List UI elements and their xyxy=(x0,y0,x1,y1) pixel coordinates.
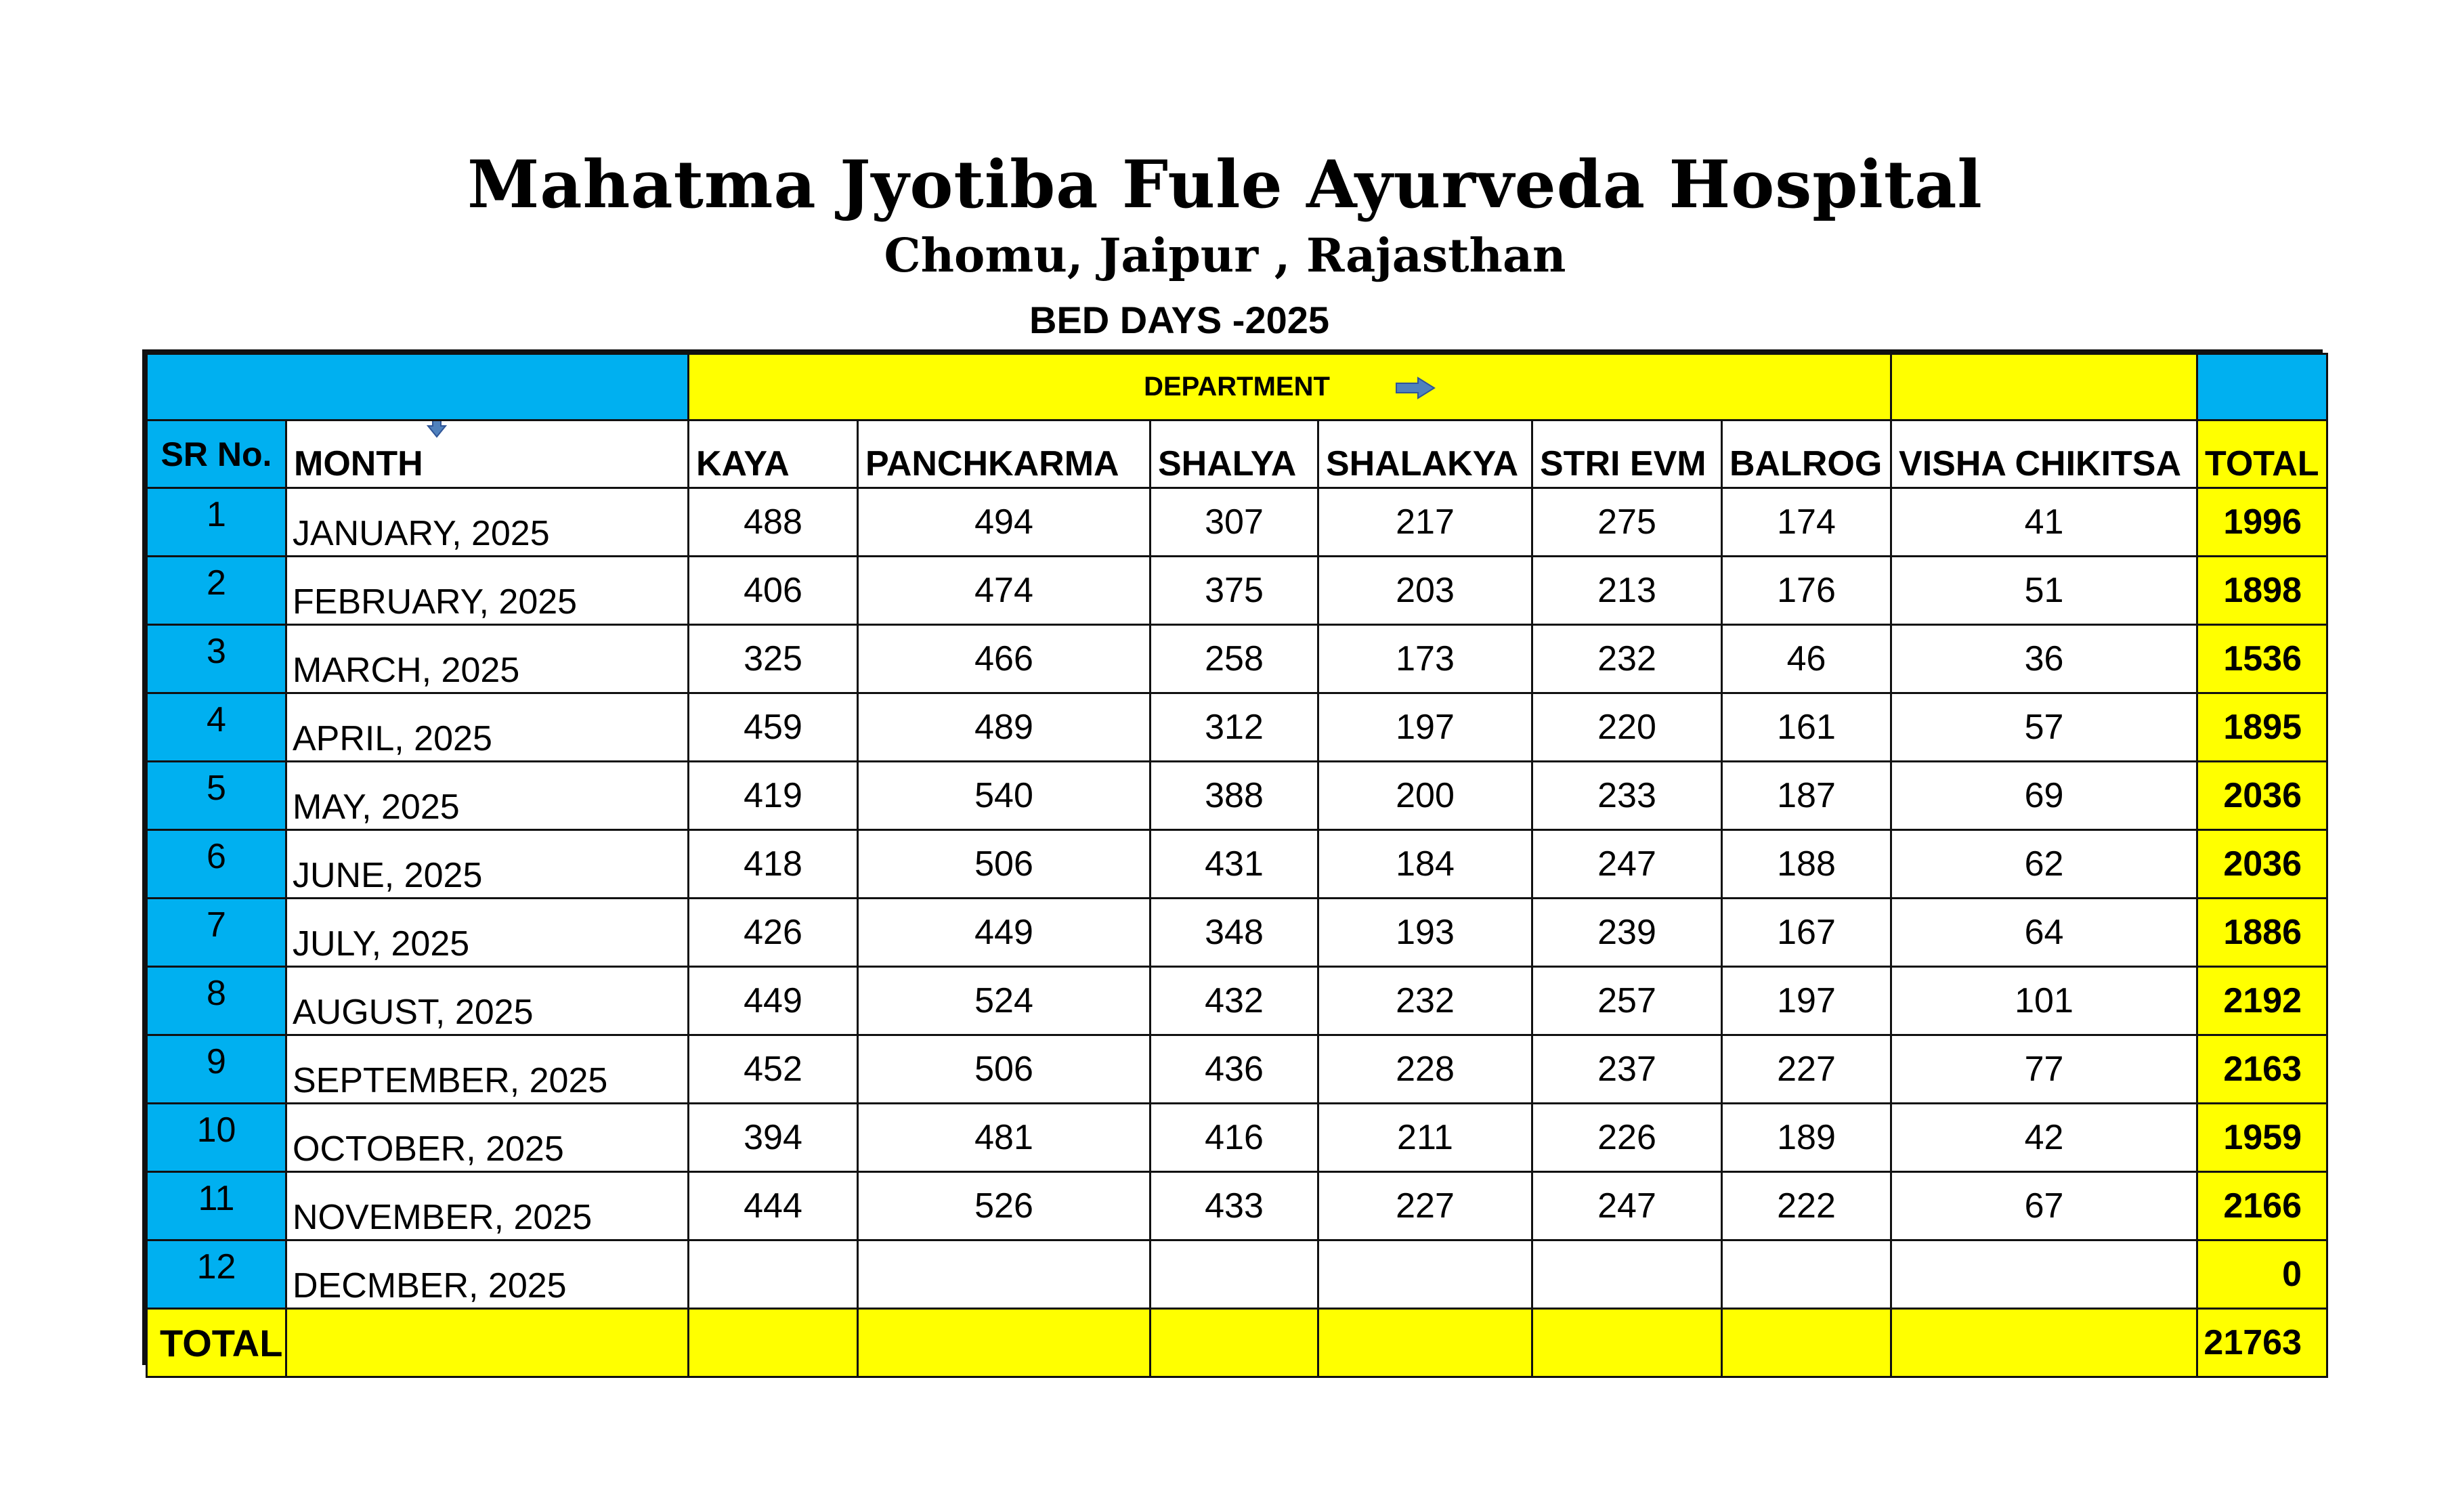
shalakya-cell: 217 xyxy=(1318,488,1532,557)
table-row xyxy=(147,1104,2327,1172)
kaya-cell: 325 xyxy=(689,625,858,693)
stri-evm-cell: 247 xyxy=(1532,830,1722,899)
kaya-cell: 419 xyxy=(689,762,858,830)
col-panchkarma: PANCHKARMA xyxy=(858,420,1151,488)
table-row xyxy=(147,1172,2327,1240)
sr-cell: 9 xyxy=(147,1035,286,1104)
shalya-cell: 433 xyxy=(1151,1172,1318,1240)
shalakya-cell: 200 xyxy=(1318,762,1532,830)
total-row-empty-cell xyxy=(1318,1309,1532,1377)
sr-cell: 11 xyxy=(147,1172,286,1240)
sr-cell: 1 xyxy=(147,488,286,557)
stri-evm-cell xyxy=(1532,1240,1722,1309)
bed-days-table xyxy=(146,353,2328,1378)
column-header-row xyxy=(147,420,2327,488)
kaya-cell: 426 xyxy=(689,899,858,967)
visha-cell: 51 xyxy=(1891,557,2197,625)
row-total-cell: 2036 xyxy=(2197,830,2327,899)
balrog-cell xyxy=(1722,1240,1891,1309)
panchkarma-cell: 489 xyxy=(858,693,1151,762)
col-shalya: SHALYA xyxy=(1151,420,1318,488)
panchkarma-cell: 481 xyxy=(858,1104,1151,1172)
visha-cell xyxy=(1891,1240,2197,1309)
balrog-cell: 174 xyxy=(1722,488,1891,557)
shalakya-cell: 193 xyxy=(1318,899,1532,967)
month-cell: APRIL, 2025 xyxy=(286,693,689,762)
shalakya-cell: 203 xyxy=(1318,557,1532,625)
shalya-cell: 307 xyxy=(1151,488,1318,557)
hospital-location: Chomu, Jaipur , Rajasthan xyxy=(884,229,1566,283)
visha-cell: 64 xyxy=(1891,899,2197,967)
month-cell: JANUARY, 2025 xyxy=(286,488,689,557)
col-month-label: MONTH xyxy=(294,444,423,483)
visha-cell: 101 xyxy=(1891,967,2197,1035)
shalya-cell: 436 xyxy=(1151,1035,1318,1104)
row-total-cell: 0 xyxy=(2197,1240,2327,1309)
shalya-cell: 258 xyxy=(1151,625,1318,693)
sr-cell: 3 xyxy=(147,625,286,693)
stri-evm-cell: 233 xyxy=(1532,762,1722,830)
report-title: BED DAYS -2025 xyxy=(1029,299,1330,341)
table-row xyxy=(147,557,2327,625)
stri-evm-cell: 275 xyxy=(1532,488,1722,557)
shalya-cell: 312 xyxy=(1151,693,1318,762)
sr-cell: 6 xyxy=(147,830,286,899)
grand-total-cell: 21763 xyxy=(2197,1309,2327,1377)
blank-header-cell xyxy=(147,354,689,420)
arrow-right-icon xyxy=(1395,376,1436,399)
visha-cell: 62 xyxy=(1891,830,2197,899)
visha-cell: 41 xyxy=(1891,488,2197,557)
total-row-empty-cell xyxy=(286,1309,689,1377)
table-row xyxy=(147,762,2327,830)
row-total-cell: 2166 xyxy=(2197,1172,2327,1240)
total-row-empty-cell xyxy=(1151,1309,1318,1377)
balrog-cell: 227 xyxy=(1722,1035,1891,1104)
balrog-cell: 222 xyxy=(1722,1172,1891,1240)
row-total-cell: 1898 xyxy=(2197,557,2327,625)
col-total: TOTAL xyxy=(2197,420,2327,488)
table-row xyxy=(147,625,2327,693)
month-cell: MAY, 2025 xyxy=(286,762,689,830)
stri-evm-cell: 237 xyxy=(1532,1035,1722,1104)
shalya-cell: 388 xyxy=(1151,762,1318,830)
total-row-empty-cell xyxy=(1532,1309,1722,1377)
sr-cell: 2 xyxy=(147,557,286,625)
bed-days-sheet xyxy=(142,349,2323,1365)
shalya-cell: 432 xyxy=(1151,967,1318,1035)
visha-cell: 67 xyxy=(1891,1172,2197,1240)
kaya-cell xyxy=(689,1240,858,1309)
shalya-cell: 348 xyxy=(1151,899,1318,967)
visha-cell: 69 xyxy=(1891,762,2197,830)
shalakya-cell xyxy=(1318,1240,1532,1309)
stri-evm-cell: 247 xyxy=(1532,1172,1722,1240)
month-cell: MARCH, 2025 xyxy=(286,625,689,693)
table-row xyxy=(147,693,2327,762)
shalakya-cell: 227 xyxy=(1318,1172,1532,1240)
stri-evm-cell: 226 xyxy=(1532,1104,1722,1172)
balrog-cell: 187 xyxy=(1722,762,1891,830)
panchkarma-cell: 526 xyxy=(858,1172,1151,1240)
col-kaya: KAYA xyxy=(689,420,858,488)
month-cell: SEPTEMBER, 2025 xyxy=(286,1035,689,1104)
panchkarma-cell: 506 xyxy=(858,830,1151,899)
stri-evm-cell: 213 xyxy=(1532,557,1722,625)
panchkarma-cell: 524 xyxy=(858,967,1151,1035)
shalya-cell xyxy=(1151,1240,1318,1309)
sr-cell: 12 xyxy=(147,1240,286,1309)
balrog-cell: 167 xyxy=(1722,899,1891,967)
shalya-cell: 431 xyxy=(1151,830,1318,899)
balrog-cell: 46 xyxy=(1722,625,1891,693)
balrog-cell: 189 xyxy=(1722,1104,1891,1172)
col-shalakya: SHALAKYA xyxy=(1318,420,1532,488)
kaya-cell: 418 xyxy=(689,830,858,899)
total-row-empty-cell xyxy=(1722,1309,1891,1377)
total-row xyxy=(147,1309,2327,1377)
row-total-cell: 2192 xyxy=(2197,967,2327,1035)
sr-cell: 4 xyxy=(147,693,286,762)
department-header xyxy=(689,354,1891,420)
month-cell: DECMBER, 2025 xyxy=(286,1240,689,1309)
visha-cell: 77 xyxy=(1891,1035,2197,1104)
row-total-cell: 1536 xyxy=(2197,625,2327,693)
arrow-down-icon xyxy=(427,420,447,439)
kaya-cell: 394 xyxy=(689,1104,858,1172)
month-cell: NOVEMBER, 2025 xyxy=(286,1172,689,1240)
kaya-cell: 488 xyxy=(689,488,858,557)
hospital-title: Mahatma Jyotiba Fule Ayurveda Hospital xyxy=(467,146,1983,223)
total-row-empty-cell xyxy=(1891,1309,2197,1377)
row-total-cell: 1959 xyxy=(2197,1104,2327,1172)
blank-header-cell-total xyxy=(2197,354,2327,420)
row-total-cell: 2163 xyxy=(2197,1035,2327,1104)
col-month xyxy=(286,420,689,488)
visha-cell: 36 xyxy=(1891,625,2197,693)
shalya-cell: 375 xyxy=(1151,557,1318,625)
shalakya-cell: 173 xyxy=(1318,625,1532,693)
panchkarma-cell xyxy=(858,1240,1151,1309)
shalakya-cell: 211 xyxy=(1318,1104,1532,1172)
kaya-cell: 449 xyxy=(689,967,858,1035)
panchkarma-cell: 506 xyxy=(858,1035,1151,1104)
col-stri-evm: STRI EVM xyxy=(1532,420,1722,488)
stri-evm-cell: 220 xyxy=(1532,693,1722,762)
balrog-cell: 161 xyxy=(1722,693,1891,762)
table-row xyxy=(147,899,2327,967)
row-total-cell: 1895 xyxy=(2197,693,2327,762)
kaya-cell: 406 xyxy=(689,557,858,625)
col-visha-chikitsa: VISHA CHIKITSA xyxy=(1891,420,2197,488)
table-row xyxy=(147,967,2327,1035)
sr-cell: 10 xyxy=(147,1104,286,1172)
shalakya-cell: 232 xyxy=(1318,967,1532,1035)
stri-evm-cell: 257 xyxy=(1532,967,1722,1035)
stri-evm-cell: 232 xyxy=(1532,625,1722,693)
panchkarma-cell: 449 xyxy=(858,899,1151,967)
department-label: DEPARTMENT xyxy=(1144,372,1330,402)
table-row xyxy=(147,830,2327,899)
blank-header-cell-visha xyxy=(1891,354,2197,420)
stri-evm-cell: 239 xyxy=(1532,899,1722,967)
balrog-cell: 188 xyxy=(1722,830,1891,899)
kaya-cell: 459 xyxy=(689,693,858,762)
shalya-cell: 416 xyxy=(1151,1104,1318,1172)
panchkarma-cell: 474 xyxy=(858,557,1151,625)
total-row-label: TOTAL xyxy=(147,1309,286,1377)
month-cell: JUNE, 2025 xyxy=(286,830,689,899)
balrog-cell: 176 xyxy=(1722,557,1891,625)
table-row xyxy=(147,1035,2327,1104)
sr-cell: 7 xyxy=(147,899,286,967)
sr-cell: 8 xyxy=(147,967,286,1035)
shalakya-cell: 197 xyxy=(1318,693,1532,762)
kaya-cell: 452 xyxy=(689,1035,858,1104)
panchkarma-cell: 466 xyxy=(858,625,1151,693)
panchkarma-cell: 494 xyxy=(858,488,1151,557)
month-cell: OCTOBER, 2025 xyxy=(286,1104,689,1172)
month-cell: AUGUST, 2025 xyxy=(286,967,689,1035)
visha-cell: 57 xyxy=(1891,693,2197,762)
sr-cell: 5 xyxy=(147,762,286,830)
month-cell: JULY, 2025 xyxy=(286,899,689,967)
row-total-cell: 1886 xyxy=(2197,899,2327,967)
panchkarma-cell: 540 xyxy=(858,762,1151,830)
col-sr: SR No. xyxy=(147,420,286,488)
total-row-empty-cell xyxy=(689,1309,858,1377)
table-row xyxy=(147,1240,2327,1309)
month-cell: FEBRUARY, 2025 xyxy=(286,557,689,625)
row-total-cell: 1996 xyxy=(2197,488,2327,557)
table-row xyxy=(147,488,2327,557)
balrog-cell: 197 xyxy=(1722,967,1891,1035)
department-header-row xyxy=(147,354,2327,420)
shalakya-cell: 228 xyxy=(1318,1035,1532,1104)
visha-cell: 42 xyxy=(1891,1104,2197,1172)
shalakya-cell: 184 xyxy=(1318,830,1532,899)
total-row-empty-cell xyxy=(858,1309,1151,1377)
row-total-cell: 2036 xyxy=(2197,762,2327,830)
kaya-cell: 444 xyxy=(689,1172,858,1240)
col-balrog: BALROG xyxy=(1722,420,1891,488)
